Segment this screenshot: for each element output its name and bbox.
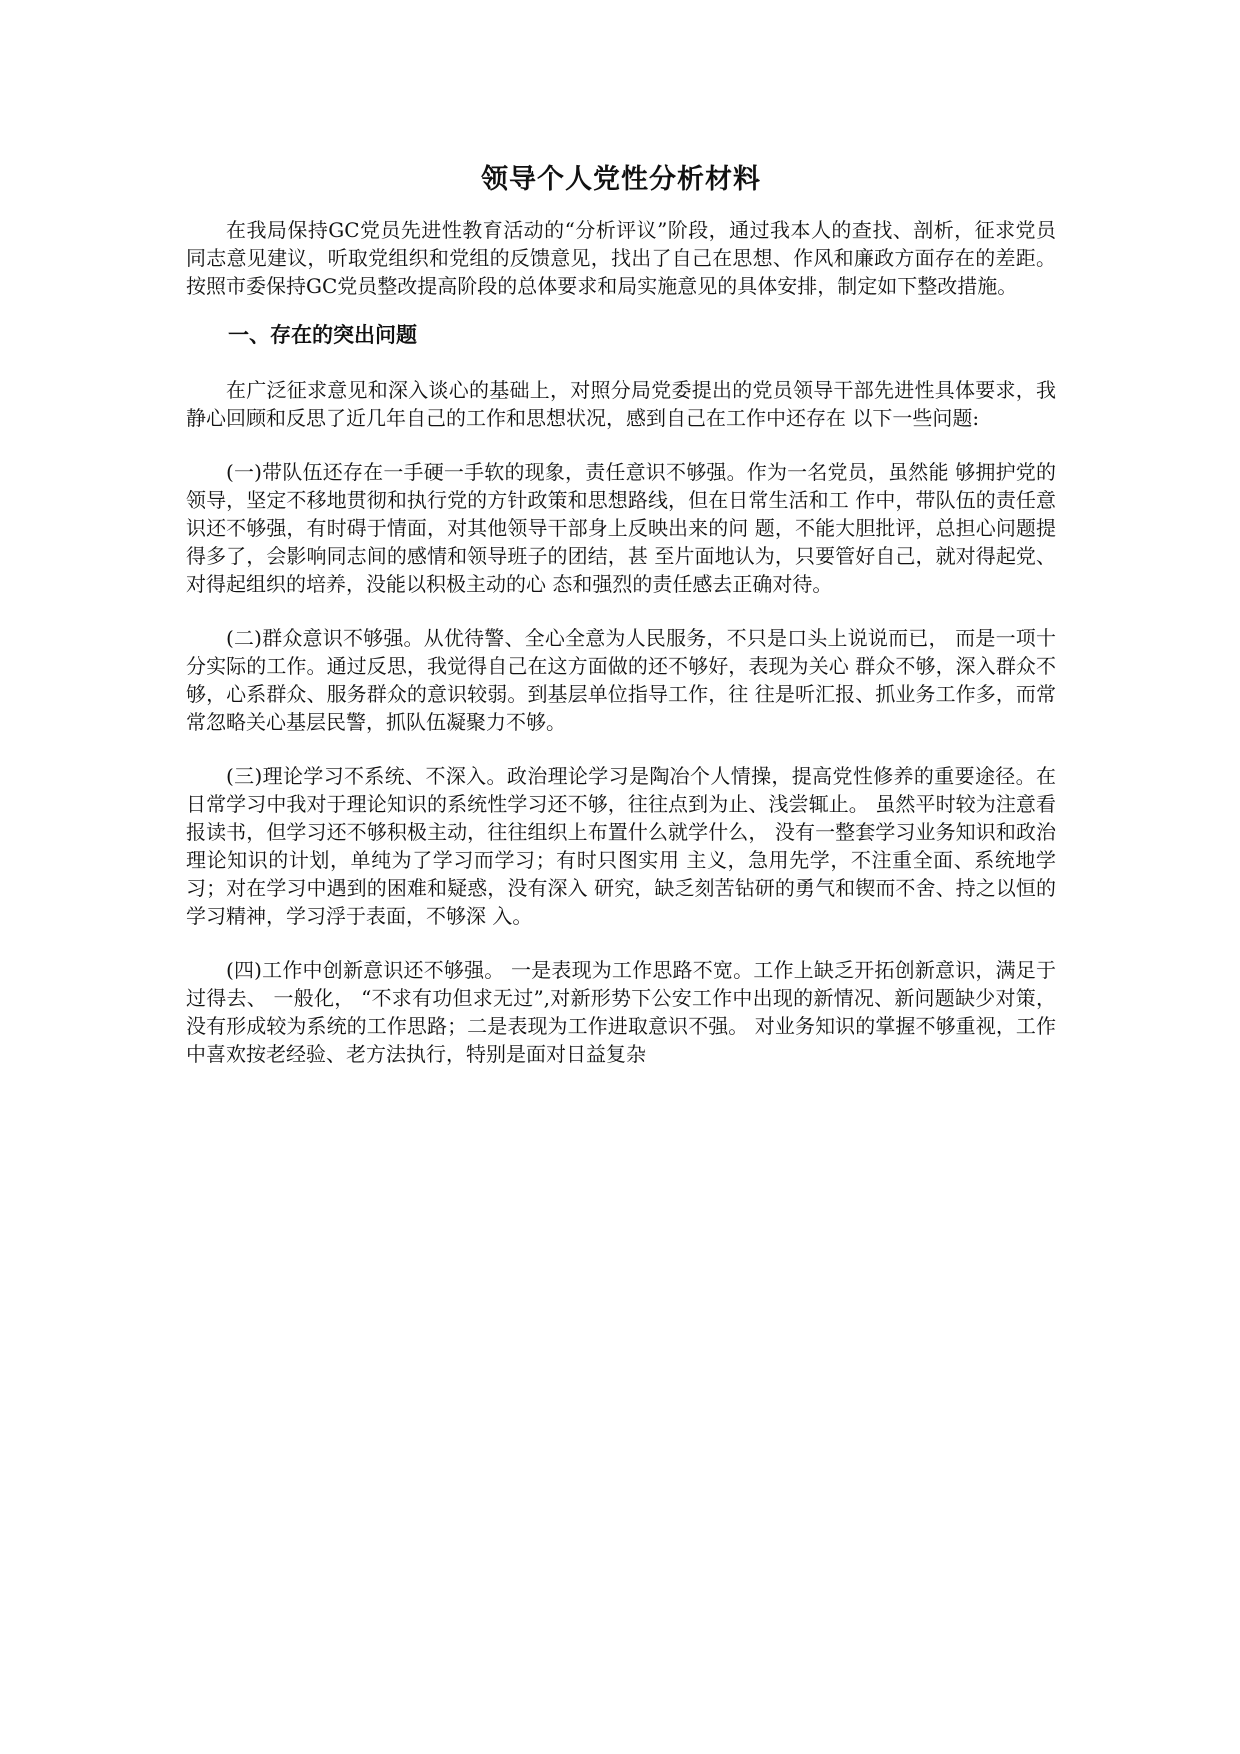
problem-item-2: (二)群众意识不够强。从优待警、全心全意为人民服务，不只是口头上说说而已， 而是一项十分实际的工作。通过反思，我觉得自己在这方面做的还不够好，表现为关心 群众不够，深入群众不够，心系群众、服务群众的意识较弱。到基层单位指导工作，往 往是听汇报、抓业务工作多，而常常忽略关心基层民警，抓队伍凝聚力不够。 [186,626,1056,734]
section-intro-paragraph: 在广泛征求意见和深入谈心的基础上，对照分局党委提出的党员领导干部先进性具体要求，我静心回顾和反思了近几年自己的工作和思想状况，感到自己在工作中还存在 以下一些问题: [186,378,1056,430]
problem-item-1: (一)带队伍还存在一手硬一手软的现象，责任意识不够强。作为一名党员，虽然能 够拥护党的领导，坚定不移地贯彻和执行党的方针政策和思想路线，但在日常生活和工 作中，带队伍的责任意识还不够强，有时碍于情面，对其他领导干部身上反映出来的问 题，不能大胆批评，总担心问题提得多了，会影响同志间的感情和领导班子的团结，甚 至片面地认为，只要管好自己，就对得起党、对得起组织的培养，没能以积极主动的心 态和强烈的责任感去正确对待。 [186,460,1056,596]
document-body [186,160,1056,1068]
problem-item-3: (三)理论学习不系统、不深入。政治理论学习是陶冶个人情操，提高党性修养的重要途径。在日常学习中我对于理论知识的系统性学习还不够，往往点到为止、浅尝辄止。 虽然平时较为注意看报读书，但学习还不够积极主动，往往组织上布置什么就学什么， 没有一整套学习业务知识和政治理论知识的计划，单纯为了学习而学习；有时只图实用 主义，急用先学，不注重全面、系统地学习；对在学习中遇到的困难和疑惑，没有深入 研究，缺乏刻苦钻研的勇气和锲而不舍、持之以恒的学习精神，学习浮于表面，不够深 入。 [186,764,1056,928]
document-title: 领导个人党性分析材料 [481,164,761,195]
intro-paragraph: 在我局保持GC党员先进性教育活动的“分析评议”阶段，通过我本人的查找、剖析，征求党员同志意见建议，听取党组织和党组的反馈意见，找出了自己在思想、作风和廉政方面存在的差距。按照市委保持GC党员整改提高阶段的总体要求和局实施意见的具体安排，制定如下整改措施。 [186,218,1056,298]
problem-item-4: (四)工作中创新意识还不够强。 一是表现为工作思路不宽。工作上缺乏开拓创新意识，满足于过得去、 一般化， “不求有功但求无过”,对新形势下公安工作中出现的新情况、新问题缺少对策，没有形成较为系统的工作思路；二是表现为工作进取意识不强。 对业务知识的掌握不够重视，工作中喜欢按老经验、老方法执行，特别是面对日益复杂 [186,958,1056,1066]
section-heading: 一、存在的突出问题 [228,323,417,347]
